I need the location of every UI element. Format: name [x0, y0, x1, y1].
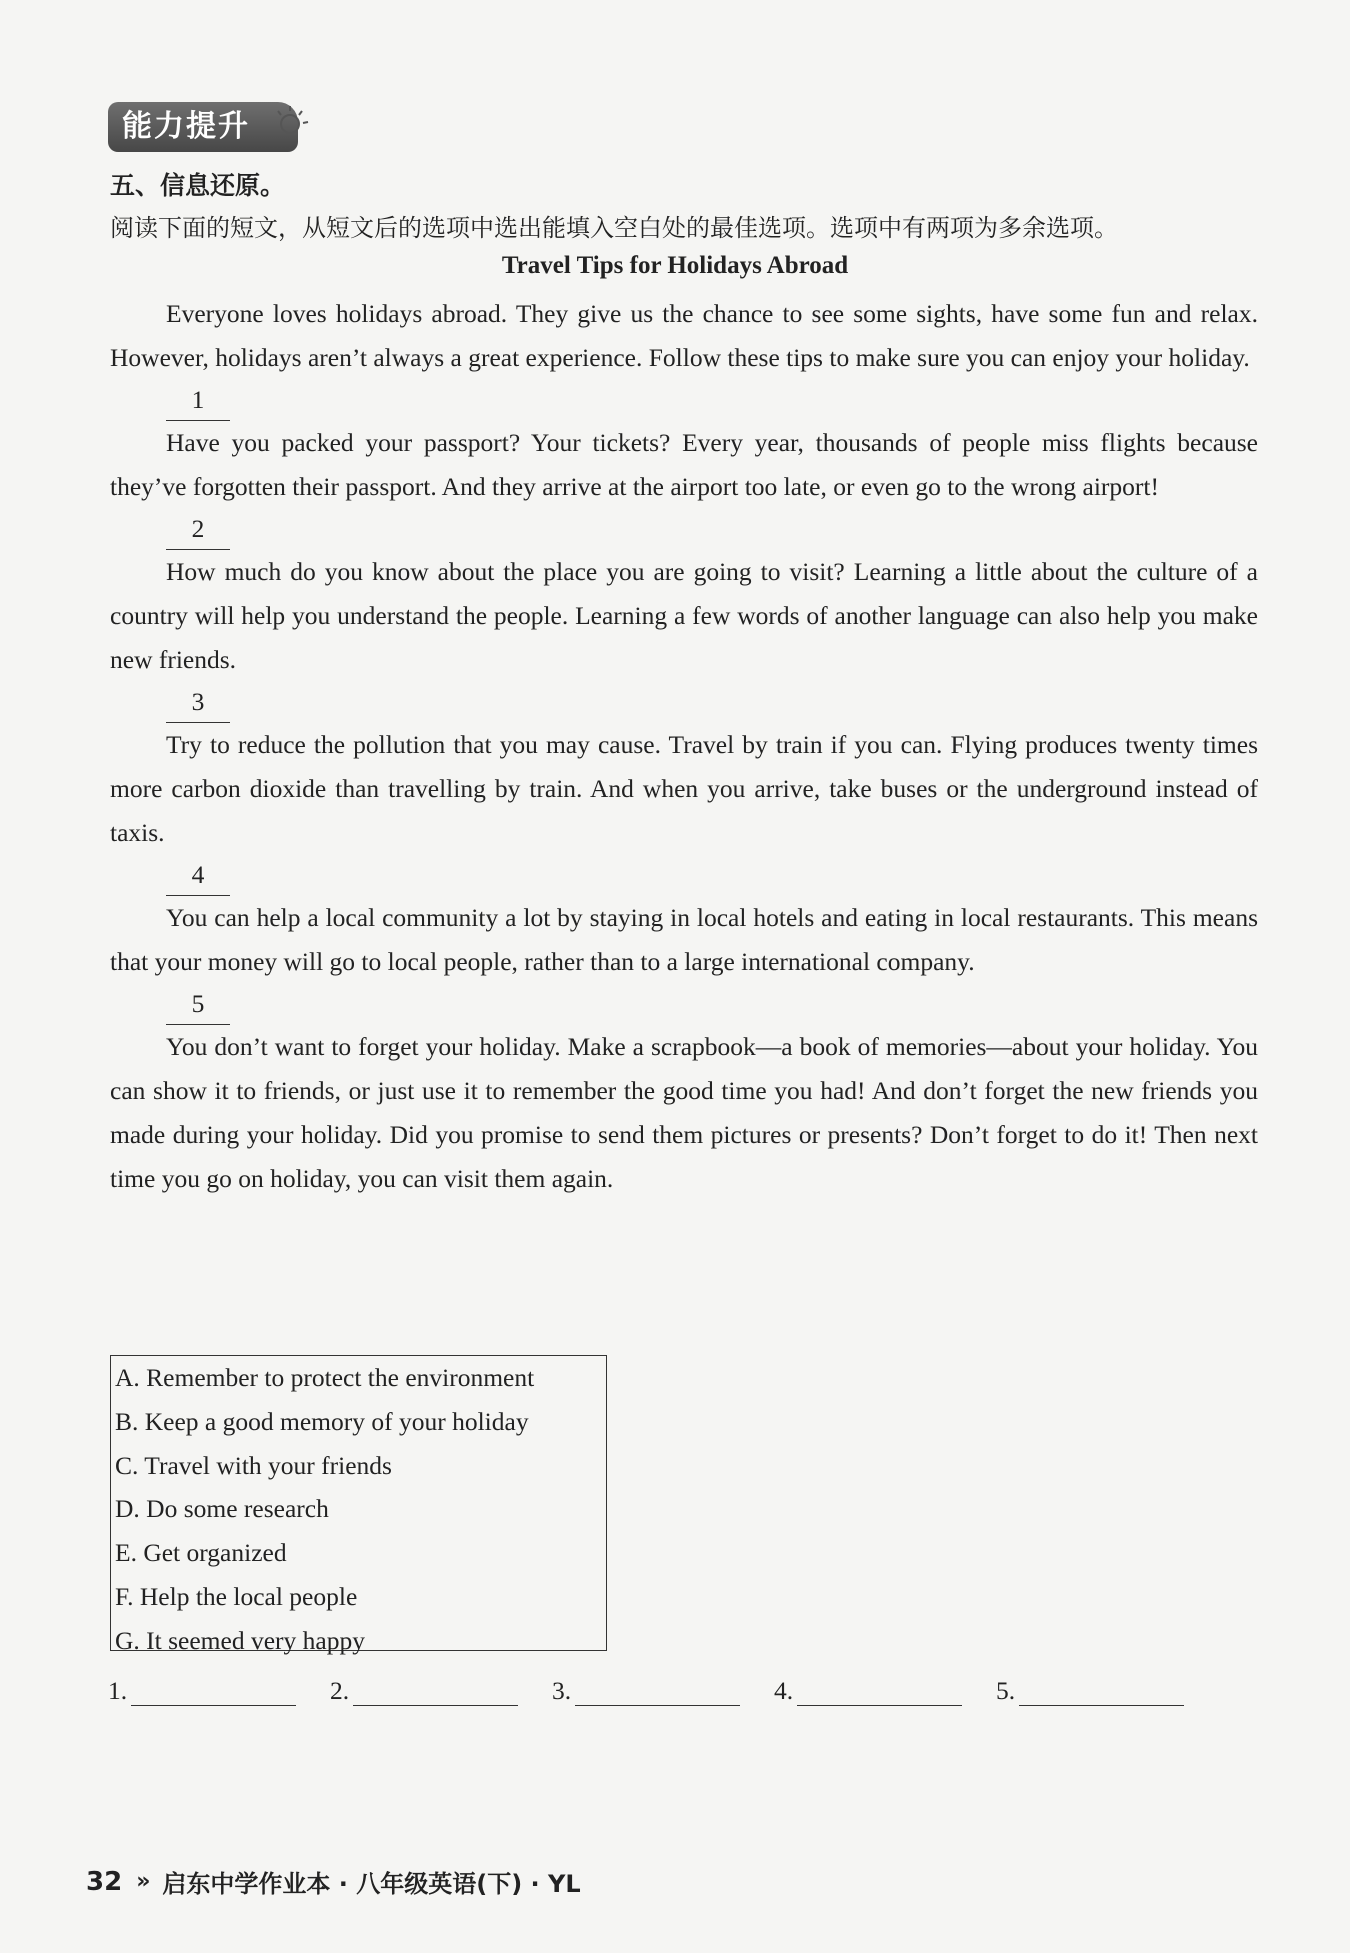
answer-blank[interactable] [353, 1671, 518, 1706]
answer-blank[interactable] [1019, 1671, 1184, 1706]
answer-label: 4. [774, 1676, 794, 1705]
answer-row [108, 1662, 1258, 1712]
option-d: D. Do some research [115, 1494, 329, 1524]
answer-slot-4 [774, 1662, 962, 1706]
blank-number: 4 [166, 855, 230, 896]
paragraph: You don’t want to forget your holiday. Make a scrapbook—a book of memories—about your holiday. You can show it to friends, or just use it to remember the good time you had! And don’t forget the new friends you made during your holiday. Did you promise to send them pictures or presents? Don’t forget to do it! Then next time you go on holiday, you can visit them again. [110, 1032, 1258, 1193]
section-badge: 能力提升 [108, 102, 298, 152]
chevron-right-icon: » [136, 1869, 151, 1894]
answer-blank[interactable] [797, 1671, 962, 1706]
blank-number: 2 [166, 509, 230, 550]
answer-blank[interactable] [575, 1671, 740, 1706]
answer-slot-3 [552, 1662, 740, 1706]
paragraph: Have you packed your passport? Your tickets? Every year, thousands of people miss flights because they’ve forgotten their passport. And they arrive at the airport too late, or even go to the wrong airport! [110, 428, 1258, 501]
lightbulb-icon [270, 102, 312, 144]
exercise-heading: 五、信息还原。 [110, 171, 286, 200]
option-c: C. Travel with your friends [115, 1450, 392, 1480]
option-g: G. It seemed very happy [115, 1625, 365, 1655]
blank-number: 1 [166, 380, 230, 421]
exercise-instruction: 阅读下面的短文，从短文后的选项中选出能填入空白处的最佳选项。选项中有两项为多余选项。 [110, 214, 1118, 242]
intro-paragraph: Everyone loves holidays abroad. They give us the chance to see some sights, have some fun and relax. However, holidays aren’t always a great experience. Follow these tips to make sure you can enjoy your holiday. [110, 299, 1258, 372]
answer-label: 1. [108, 1676, 128, 1705]
answer-label: 2. [330, 1676, 350, 1705]
answer-label: 5. [996, 1676, 1016, 1705]
answer-slot-1 [108, 1662, 296, 1706]
paragraph: Try to reduce the pollution that you may cause. Travel by train if you can. Flying produces twenty times more carbon dioxide than travelling by train. And when you arrive, take buses or the underground instead of taxis. [110, 730, 1258, 847]
options-box [110, 1355, 607, 1655]
page-footer [86, 1864, 581, 1899]
paragraph: How much do you know about the place you are going to visit? Learning a little about the culture of a country will help you understand the people. Learning a few words of another language can also help you make new friends. [110, 557, 1258, 674]
answer-label: 3. [552, 1676, 572, 1705]
passage-title: Travel Tips for Holidays Abroad [501, 252, 849, 279]
answer-slot-5 [996, 1662, 1184, 1706]
page-number: 32 [86, 1866, 123, 1897]
option-a: A. Remember to protect the environment [115, 1363, 535, 1392]
answer-blank[interactable] [131, 1671, 296, 1706]
book-title: 启东中学作业本 · 八年级英语(下) · YL [162, 1870, 581, 1898]
blank-number: 5 [166, 984, 230, 1025]
option-e: E. Get organized [115, 1538, 287, 1568]
paragraph: You can help a local community a lot by staying in local hotels and eating in local restaurants. This means that your money will go to local people, rather than to a large international company. [110, 903, 1258, 976]
passage [110, 292, 1258, 1201]
option-b: B. Keep a good memory of your holiday [115, 1406, 529, 1436]
blank-number: 3 [166, 682, 230, 723]
answer-slot-2 [330, 1662, 518, 1706]
option-f: F. Help the local people [115, 1581, 358, 1611]
